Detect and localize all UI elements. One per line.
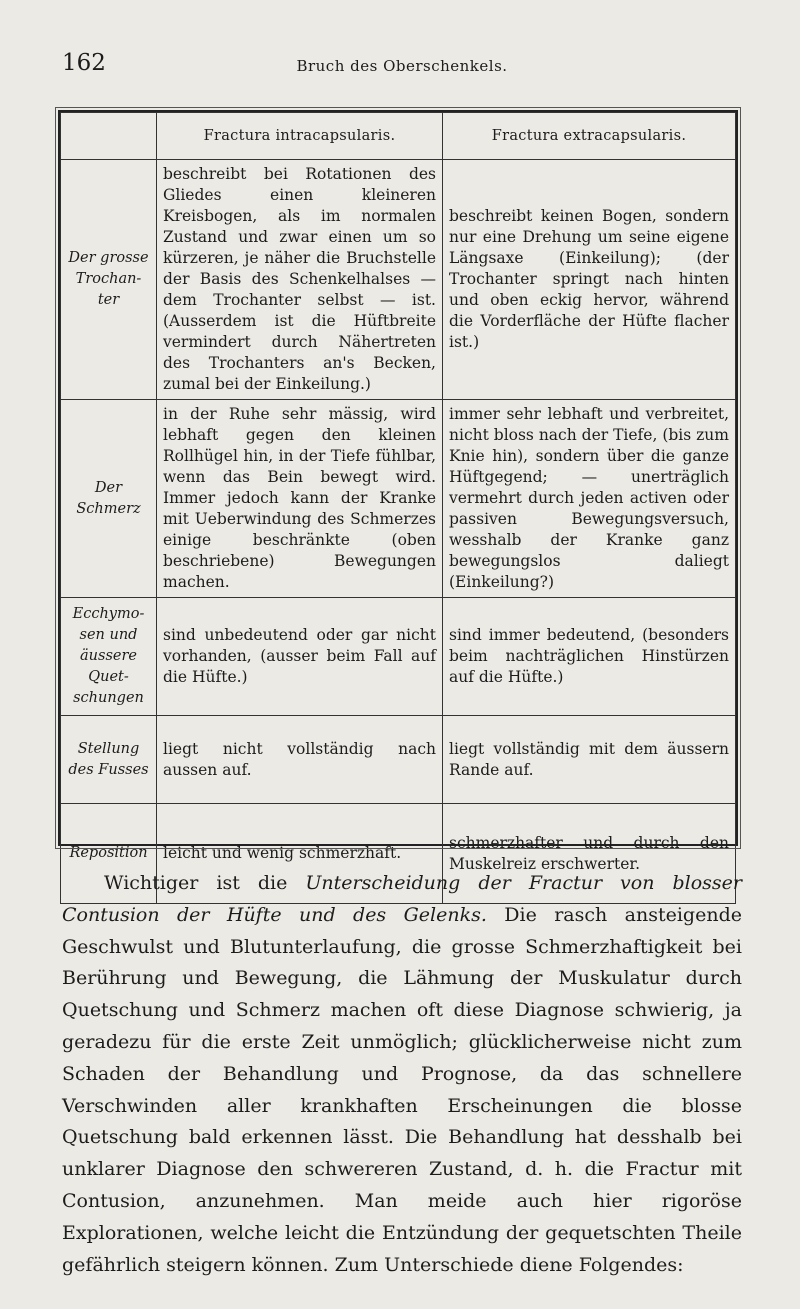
row-label-reposition: Reposition	[61, 804, 157, 904]
cell-extracapsularis: schmerzhafter und durch den Muskelreiz erschwerter.	[443, 804, 736, 904]
table-header-row	[61, 113, 736, 160]
column-header-extracapsularis: Fractura extracapsularis.	[443, 113, 736, 160]
cell-extracapsularis: liegt vollständig mit dem äussern Rande auf.	[443, 716, 736, 804]
cell-intracapsularis: beschreibt bei Rotationen des Gliedes einen kleineren Kreisbogen, als im normalen Zustand und zwar einen um so kürzeren, je näher die Bruchstelle der Basis des Schenkelhalses — dem Trochanter selbst — ist. (Ausserdem ist die Hüftbreite vermindert durch Nähertreten des Trochanters an's Becken, zumal bei der Einkeilung.)	[157, 160, 443, 400]
column-header-intracapsularis: Fractura intracapsularis.	[157, 113, 443, 160]
cell-intracapsularis: in der Ruhe sehr mässig, wird lebhaft gegen den kleinen Rollhügel hin, in der Tiefe fühlbar, wenn das Bein bewegt wird. Immer jedoch kann der Kranke mit Ueberwindung des Schmerzes einige beschränkte (oben beschriebene) Bewegungen machen.	[157, 400, 443, 598]
cell-intracapsularis: sind unbedeutend oder gar nicht vorhanden, (ausser beim Fall auf die Hüfte.)	[157, 598, 443, 716]
page-number: 162	[62, 50, 106, 76]
page-header	[62, 50, 742, 82]
cell-extracapsularis: immer sehr lebhaft und verbreitet, nicht bloss nach der Tiefe, (bis zum Knie hin), sondern über die ganze Hüftgegend; — unerträglich vermehrt durch jeden activen oder passiven Bewegungsversuch, wesshalb der Kranke ganz bewegungslos daliegt (Einkeilung?)	[443, 400, 736, 598]
body-text	[62, 868, 742, 1281]
cell-extracapsularis: sind immer bedeutend, (besonders beim nachträglichen Hinstürzen auf die Hüfte.)	[443, 598, 736, 716]
table-row	[61, 400, 736, 598]
row-label-stellung: Stellung des Fusses	[61, 716, 157, 804]
cell-intracapsularis: leicht und wenig schmerzhaft.	[157, 804, 443, 904]
fracture-comparison-table	[60, 112, 736, 904]
emphasis-phrase: Unterscheidung der Fractur von blosser Contusion der Hüfte und des Gelenks.	[62, 872, 742, 926]
table-row	[61, 716, 736, 804]
running-title: Bruch des Oberschenkels.	[296, 57, 508, 75]
paragraph-text: Die rasch ansteigende Geschwulst und Blutunterlaufung, die grosse Schmerzhaftigkeit bei Berührung und Bewegung, die Lähmung der Muskulatur durch Quetschung und Schmerz machen oft diese Diagnose schwierig, ja geradezu für die erste Zeit unmöglich; glücklicherweise nicht zum Schaden der Behandlung und Prognose, da das schnellere Verschwinden aller krankhaften Erscheinungen die blosse Quetschung bald erkennen lässt. Die Behandlung hat desshalb bei unklarer Diagnose den schwereren Zustand, d. h. die Fractur mit Contusion, anzunehmen. Man meide auch hier rigoröse Explorationen, welche leicht die Entzündung der gequetschten Theile gefährlich steigern können. Zum Unterschiede diene Folgendes:	[62, 903, 742, 1276]
header-corner-cell	[61, 113, 157, 160]
cell-extracapsularis: beschreibt keinen Bogen, sondern nur eine Drehung um seine eigene Längsaxe (Einkeilung); (der Trochanter springt nach hinten und oben eckig hervor, während die Vorderfläche der Hüfte flacher ist.)	[443, 160, 736, 400]
row-label-ecchymosen: Ecchymo- sen und äussere Quet- schungen	[61, 598, 157, 716]
table-row	[61, 598, 736, 716]
paragraph-lead: Wichtiger ist die	[104, 872, 306, 894]
table-row	[61, 160, 736, 400]
body-paragraph	[62, 868, 742, 1281]
row-label-trochanter: Der grosse Trochan- ter	[61, 160, 157, 400]
row-label-schmerz: Der Schmerz	[61, 400, 157, 598]
cell-intracapsularis: liegt nicht vollständig nach aussen auf.	[157, 716, 443, 804]
comparison-table-frame	[58, 110, 738, 873]
